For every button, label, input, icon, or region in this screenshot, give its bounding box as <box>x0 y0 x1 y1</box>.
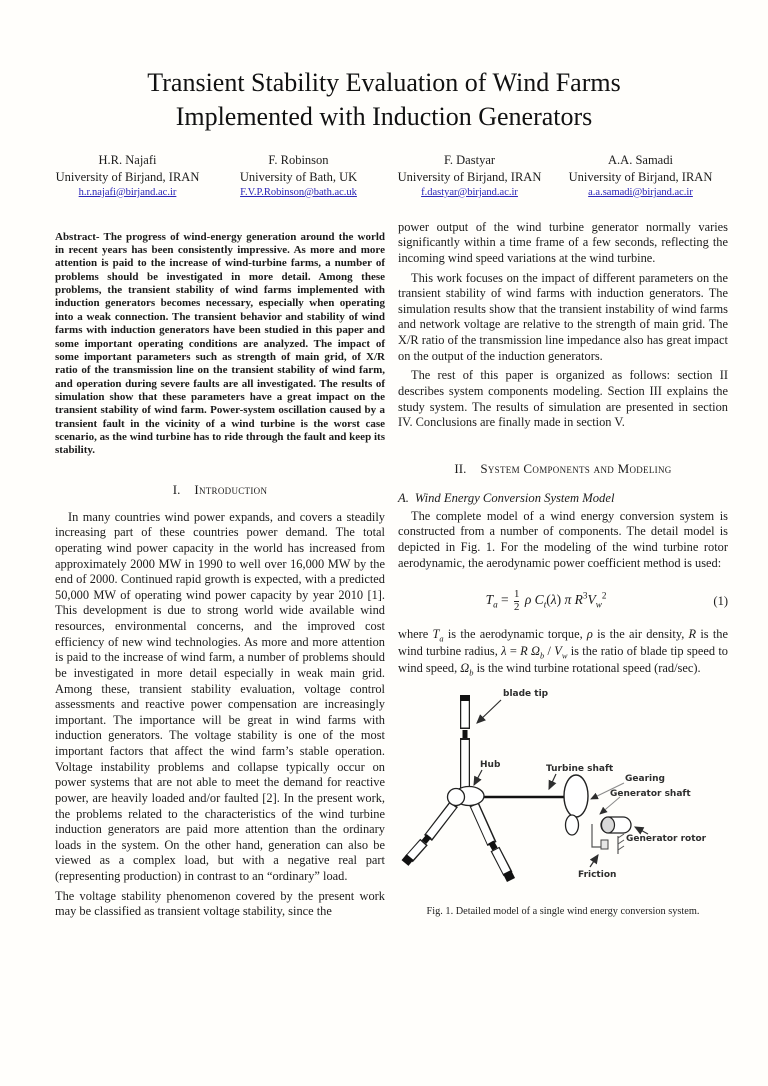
blade-tip-label: blade tip <box>503 689 549 700</box>
turbine-blade-right <box>474 804 511 880</box>
subsection-heading-a <box>398 491 728 506</box>
figure-diagram <box>398 684 728 899</box>
author-email-link[interactable]: a.a.samadi@birjand.ac.ir <box>588 186 693 198</box>
turbine-blade-left <box>405 804 454 863</box>
gearing-label: Gearing <box>625 774 665 785</box>
turbine-shaft-label: Turbine shaft <box>546 764 614 775</box>
author-name: H.R. Najafi <box>98 152 157 167</box>
generator-shaft-arrow <box>600 797 620 814</box>
turbine-shaft-arrow <box>549 774 556 789</box>
section-number: I. <box>172 481 181 497</box>
author-affiliation: University of Birjand, IRAN <box>568 169 713 184</box>
paper-title-line2: Implemented with Induction Generators <box>175 102 593 132</box>
subsection-title: Wind Energy Conversion System Model <box>414 490 615 505</box>
friction-label: Friction <box>578 870 617 881</box>
equation-1 <box>398 589 728 613</box>
friction-arrow <box>590 855 598 867</box>
figure-1 <box>398 684 728 917</box>
author-name: A.A. Samadi <box>608 152 673 167</box>
section-heading-components <box>398 461 728 477</box>
paper-title-line1: Transient Stability Evaluation of Wind Farms <box>147 68 621 97</box>
gearing-shape <box>564 775 588 835</box>
hub-label: Hub <box>480 760 501 771</box>
right-column <box>398 220 728 924</box>
author-block <box>555 153 726 198</box>
author-name: F. Robinson <box>268 152 329 167</box>
hub-arrow <box>474 770 482 785</box>
author-block <box>384 153 555 198</box>
authors-row <box>42 153 726 198</box>
two-column-body <box>55 219 729 924</box>
author-email-link[interactable]: h.r.najafi@birjand.ac.ir <box>78 186 177 198</box>
author-name: F. Dastyar <box>443 152 496 167</box>
generator-rotor-label: Generator rotor <box>626 834 707 845</box>
hub-shape <box>448 787 485 806</box>
left-column <box>55 220 385 924</box>
generator-shaft-label: Generator shaft <box>610 789 691 800</box>
author-affiliation: University of Birjand, IRAN <box>55 169 200 184</box>
abstract-paragraph: Abstract- The progress of wind-energy generation around the world in recent years has been consistently impressive. As more and more attention is paid to the increase of wind-turbine farms, a number of problems should be investigated in more detail. Among these problems, the transient stability of wind farms implemented with induction generators becomes necessary, especially when operating into a weak connection. The transient behavior and stability of wind farms with induction generators have been studied in this paper and some important operating conditions are analyzed. The impact of some important parameters such as strength of main grid, of X/R ratio of the transmission line on the transient stability of wind farm, and operation during severe faults are all investigated. The results of simulation show that these parameters have a great impact on the transient stability of wind farm. Power-system oscillation caused by a transient fault in the vicinity of a wind turbine is the worst case scenario, as the wind turbine has to ride through the fault and keep its stability. <box>55 230 385 457</box>
body-paragraph-where: where $T_a$ is the aerodynamic torque, ρ is the air density, R is the wind turbine radius, λ = R $\Omega_b / V_w$ is the ratio of blade tip speed to wind speed, $\Omega_b$ is the wind turbine rotational speed (rad/sec). <box>398 626 729 678</box>
author-block <box>213 153 384 198</box>
intro-paragraph-2: The voltage stability phenomenon covered by the present work may be classified as transient voltage stability, since the <box>55 888 385 919</box>
body-paragraph-model: The complete model of a wind energy conversion system is constructed from a number of components. The detail model is depicted in Fig. 1. For the modeling of the wind turbine rotor aerodynamic, the aerodynamic power coefficient method is used: <box>398 508 728 570</box>
generator-rotor-arrow <box>635 827 648 834</box>
body-paragraph-organization: The rest of this paper is organized as follows: section II describes system components modeling. Section III explains the study system. The results of simulation are presented in section IV. Conclusions are finally made in section V. <box>398 368 728 430</box>
paper-title <box>60 66 708 135</box>
generator-rotor-shape <box>601 817 631 833</box>
figure-caption: Fig. 1. Detailed model of a single wind energy conversion system. <box>426 906 700 918</box>
author-affiliation: University of Bath, UK <box>239 169 358 184</box>
author-block <box>42 153 213 198</box>
equation-number: (1) <box>713 593 728 608</box>
section-heading-introduction <box>55 482 385 498</box>
body-paragraph-focus: This work focuses on the impact of different parameters on the transient stability of wind farms with induction generators. The simulation results show that the transient instability of wind farms and network voltage are relative to the strength of main grid. The X/R ratio of the transmission line impedance also has great impact on the output of the induction generators. <box>398 270 728 363</box>
author-affiliation: University of Birjand, IRAN <box>397 169 542 184</box>
subsection-number: A. <box>398 490 409 505</box>
section-title: Introduction <box>194 481 268 497</box>
section-title: System Components and Modeling <box>480 460 672 476</box>
section-number: II. <box>454 460 467 476</box>
blade-tip-arrow <box>477 700 501 723</box>
author-email-link[interactable]: f.dastyar@birjand.ac.ir <box>421 186 518 198</box>
intro-paragraph-1: In many countries wind power expands, and covers a steadily increasing part of these countries power demand. The total operating wind power capacity in the world has increased from approximately 2000 MW in 1990 to well over 16,000 MW by the end of 2000. Continued rapid growth is expected, with a predicted 50,000 MW of operating wind power capacity by year 2010 [1]. This development is due to strong world wide available wind resources, environmental concerns, and the improved cost efficiency of new wind technologies. As more and more attention is paid to the increase of wind farm, a number of problems should be investigated in more detail especially in weak main grid. Among these, transient stability evaluation, voltage control assessments and reactive power compensation are increasingly important. The importance will be great in wind farms with induction generators. The voltage stability is one of the most important factors that affect the wind farm’s stable operation. Voltage instability problems and collapse typically occur on power systems that are not able to meet the demand for reactive power, are heavily loaded and/or faulted [2]. In the present work, the problems related to the characteristics of the wind turbine induction generators are paid more attention than the ordinary loads in the system. On the other hand, generation can also be viewed as a complex load, but with a negative real part (representing production) in contrast to an “ordinary” load. <box>55 509 385 884</box>
body-paragraph-continuation: power output of the wind turbine generator normally varies significantly within a time frame of a few seconds, reflecting the incoming wind speed variations at the wind turbine. <box>398 219 728 265</box>
equation-body: $T_a$ = $\frac{1}{2}$ ρ $C_t(\lambda)$ π $R^3V_w^2$ <box>485 588 607 613</box>
author-email-link[interactable]: F.V.P.Robinson@bath.ac.uk <box>240 186 357 198</box>
